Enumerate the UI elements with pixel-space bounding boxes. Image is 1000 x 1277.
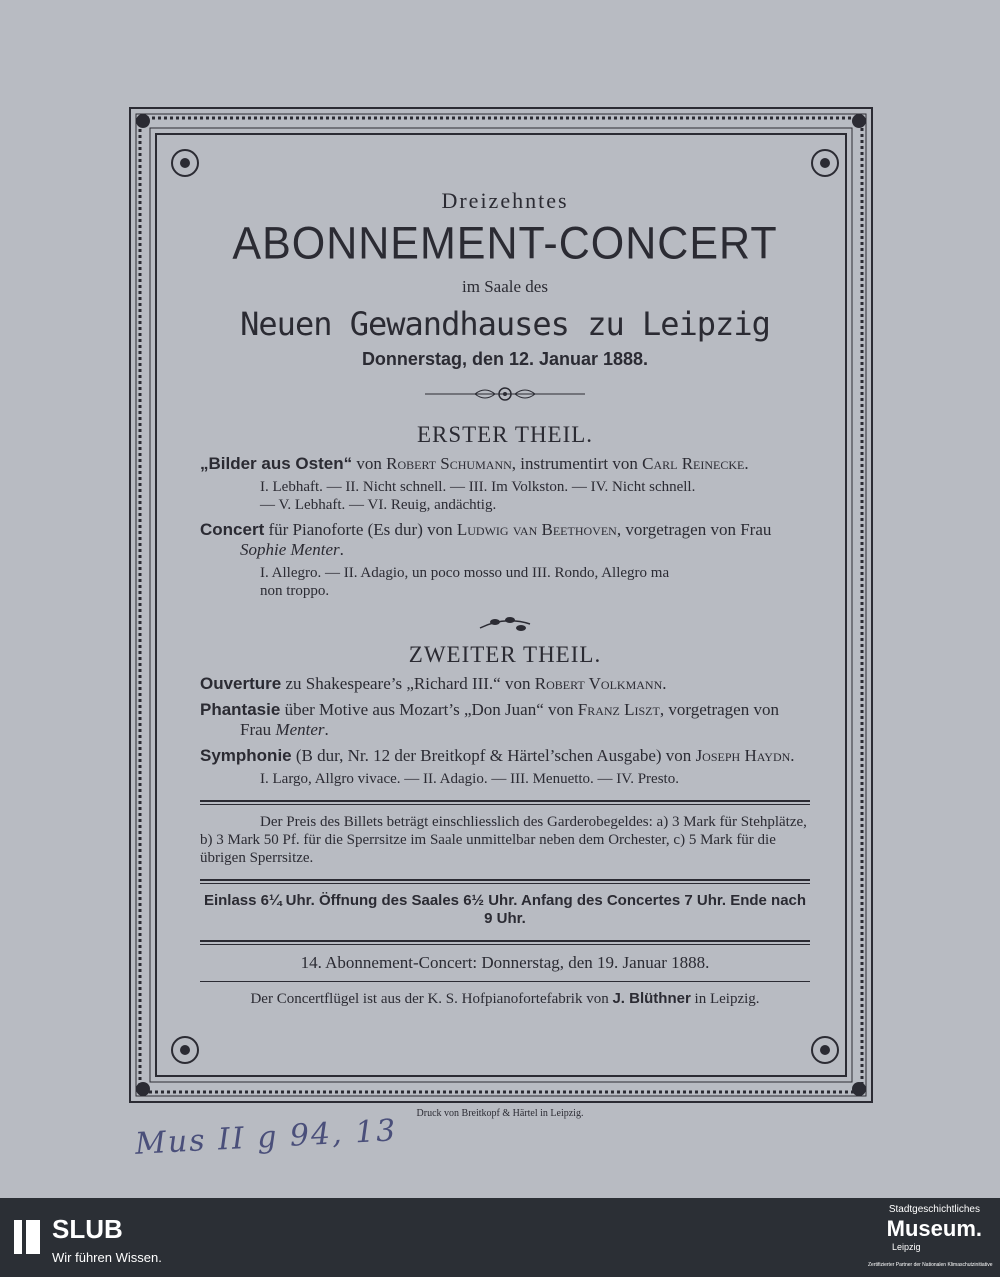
composer: Robert Schumann xyxy=(386,454,512,473)
part-two-heading: ZWEITER THEIL. xyxy=(408,642,602,667)
composer: Ludwig van Beethoven xyxy=(456,520,617,539)
piece-text: von xyxy=(352,454,387,473)
piece-text: zu Shakespeare’s „Richard III.“ von xyxy=(281,674,535,693)
piece-text: (B dur, Nr. 12 der Breitkopf & Härtel’schen Ausgabe) von xyxy=(291,746,696,765)
piece-text: . xyxy=(790,746,795,765)
footer-bar xyxy=(0,1198,1000,1277)
piano-credit-text: in Leipzig. xyxy=(690,991,760,1007)
performer: Menter xyxy=(275,720,325,739)
composer: Robert Volkmann xyxy=(534,674,663,693)
movements xyxy=(200,564,810,600)
piece-text: . xyxy=(324,720,329,739)
museum-city: Leipzig xyxy=(892,1242,921,1252)
piece-title: Symphonie xyxy=(200,746,292,765)
museum-name[interactable]: Museum. xyxy=(886,1216,982,1241)
piece-text: , vorgetragen von Frau xyxy=(240,700,779,739)
concert-date: Donnerstag, den 12. Januar 1888. xyxy=(361,349,649,369)
program-item xyxy=(200,674,810,694)
ticket-price-note: Der Preis des Billets beträgt einschliesslich des Garderobegeldes: a) 3 Mark für Stehplätze, b) 3 Mark 50 Pf. für die Sperrsitze im Saale unmittelbar neben dem Orchester, c) 5 Mark für die übrigen Sperrsitze. xyxy=(200,814,807,866)
piano-maker: J. Blüthner xyxy=(612,990,691,1007)
program-item xyxy=(200,700,810,740)
piece-title: Ouverture xyxy=(200,674,282,693)
composer: Franz Liszt xyxy=(577,700,660,719)
single-rule xyxy=(200,981,810,982)
double-rule xyxy=(200,879,810,884)
piece-text: , vorgetragen von Frau xyxy=(616,520,772,539)
piece-text: über Motive aus Mozart’s „Don Juan“ von xyxy=(280,700,578,719)
piece-title: Concert xyxy=(200,520,265,539)
slub-logo-icon xyxy=(14,1220,42,1254)
piece-text: . xyxy=(662,674,667,693)
program-item xyxy=(200,454,810,474)
piece-text: , instrumentirt von xyxy=(511,454,643,473)
program-content xyxy=(200,180,810,1008)
piece-title: „Bilder aus Osten“ xyxy=(200,454,353,473)
double-rule xyxy=(200,800,810,805)
piano-credit xyxy=(200,990,810,1008)
double-rule xyxy=(200,940,810,945)
piece-text: . xyxy=(339,540,344,559)
composer: Joseph Haydn xyxy=(695,746,791,765)
program-item xyxy=(200,746,810,766)
ornament-divider-icon xyxy=(425,384,585,404)
piece-text: . xyxy=(744,454,749,473)
program-item xyxy=(200,520,810,560)
concert-ordinal: Dreizehntes xyxy=(441,188,569,213)
museum-note: Zertifizierter Partner der Nationalen Klimaschutzinitiative xyxy=(868,1262,993,1268)
piece-title: Phantasie xyxy=(200,700,281,719)
movements-line: — V. Lebhaft. — VI. Reuig, andächtig. xyxy=(260,497,497,513)
library-tagline: Wir führen Wissen. xyxy=(52,1250,162,1265)
arranger: Carl Reinecke xyxy=(642,454,745,473)
piece-text: für Pianoforte (Es dur) von xyxy=(264,520,457,539)
movements xyxy=(200,478,810,514)
library-name[interactable]: SLUB xyxy=(52,1214,123,1244)
venue-prefix: im Saale des xyxy=(462,277,548,296)
movements-line: non troppo. xyxy=(260,583,330,599)
concert-title: ABONNEMENT-CONCERT xyxy=(232,218,778,270)
admission-times: Einlass 6¼ Uhr. Öffnung des Saales 6½ Uhr. Anfang des Concertes 7 Uhr. Ende nach 9 Uhr. xyxy=(203,892,807,927)
floral-ornament-icon xyxy=(475,614,535,634)
performer: Sophie Menter xyxy=(240,540,340,559)
movements-line: I. Largo, Allgro vivace. — II. Adagio. — III. Menuetto. — IV. Presto. xyxy=(260,771,679,787)
movements-line: I. Allegro. — II. Adagio, un poco mosso und III. Rondo, Allegro ma xyxy=(260,565,670,581)
next-concert: 14. Abonnement-Concert: Donnerstag, den 19. Januar 1888. xyxy=(300,953,710,972)
printer-credit: Druck von Breitkopf & Härtel in Leipzig. xyxy=(416,1108,584,1119)
part-one-heading: ERSTER THEIL. xyxy=(416,422,594,447)
movements-line: I. Lebhaft. — II. Nicht schnell. — III. Im Volkston. — IV. Nicht schnell. xyxy=(260,479,696,495)
movements xyxy=(200,770,810,788)
museum-prefix: Stadtgeschichtliches xyxy=(888,1204,980,1215)
venue-name: Neuen Gewandhauses zu Leipzig xyxy=(240,305,770,343)
piano-credit-text: Der Concertflügel ist aus der K. S. Hofpianofortefabrik von xyxy=(250,991,613,1007)
handwritten-shelfmark: Mus II g 94, 13 xyxy=(134,1113,399,1162)
